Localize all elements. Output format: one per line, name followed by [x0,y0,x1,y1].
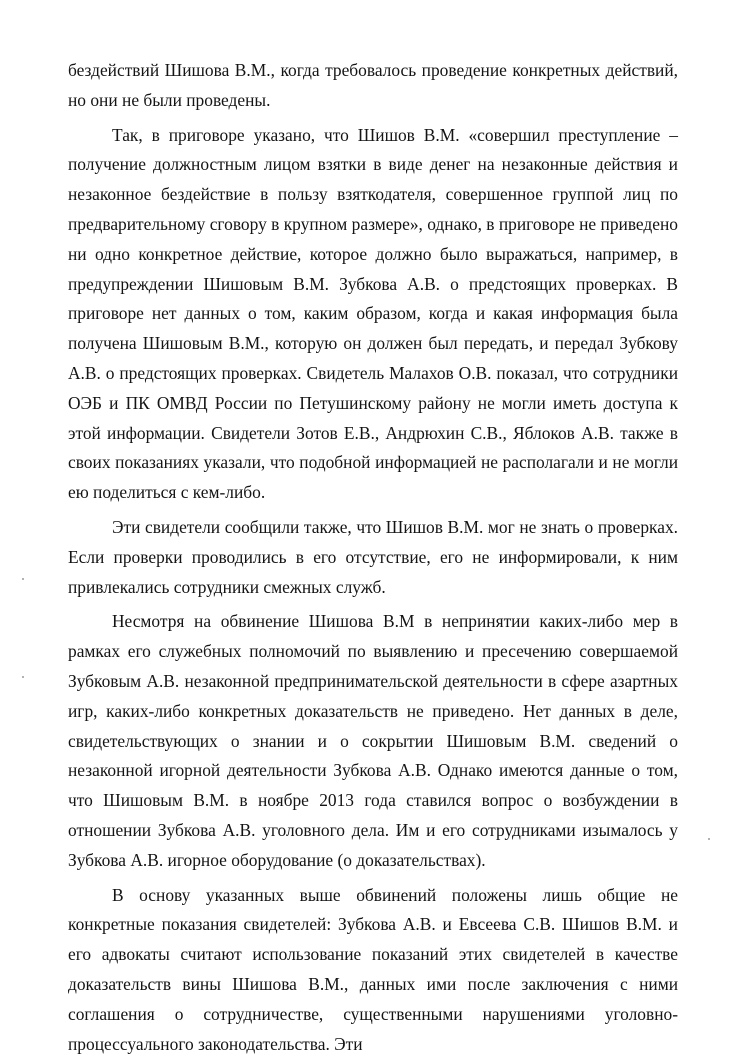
paragraph-3: Эти свидетели сообщили также, что Шишов В.М. мог не знать о проверках. Если проверки проводились в его отсутствие, его не информировали, к ним привлекались сотрудники смежных служб. [68,516,678,597]
paragraph-5: В основу указанных выше обвинений положены лишь общие не конкретные показания свидетелей: Зубкова А.В. и Евсеева С.В. Шишов В.М. и его адвокаты считают использование показаний этих свидетелей в качестве доказательств вины Шишова В.М., данных ими после заключения с ними соглашения о сотрудничестве, существенными нарушениями уголовно-процессуального законодательства. Эти [68,884,678,1054]
scan-speck [22,676,24,678]
paragraph-2: Так, в приговоре указано, что Шишов В.М. «совершил преступление – получение должностным лицом взятки в виде денег на незаконные действия и незаконное бездействие в пользу взяткодателя, совершенное группой лиц по предварительному сговору в крупном размере», однако, в приговоре не приведено ни одно конкретное действие, которое должно было выражаться, например, в предупреждении Шишовым В.М. Зубкова А.В. о предстоящих проверках. В приговоре нет данных о том, каким образом, когда и какая информация была получена Шишовым В.М., которую он должен был передать, и передал Зубкову А.В. о предстоящих проверках. Свидетель Малахов О.В. показал, что сотрудники ОЭБ и ПК ОМВД России по Петушинскому району не могли иметь доступа к этой информации. Свидетели Зотов Е.В., Андрюхин С.В., Яблоков А.В. также в своих показаниях указали, что подобной информацией не располагали и не могли ею поделиться с кем-либо. [68,124,678,503]
document-body [68,56,678,1064]
scan-speck [708,838,710,840]
paragraph-1: бездействий Шишова В.М., когда требовалось проведение конкретных действий, но они не были проведены. [68,60,678,110]
paragraph-4: Несмотря на обвинение Шишова В.М в непринятии каких-либо мер в рамках его служебных полномочий по выявлению и пресечению совершаемой Зубковым А.В. незаконной предпринимательской деятельности в сфере азартных игр, каких-либо конкретных доказательств не приведено. Нет данных в деле, свидетельствующих о знании и о сокрытии Шишовым В.М. сведений о незаконной игорной деятельности Зубкова А.В. Однако имеются данные о том, что Шишовым В.М. в ноябре 2013 года ставился вопрос о возбуждении в отношении Зубкова А.В. уголовного дела. Им и его сотрудниками изымалось у Зубкова А.В. игорное оборудование (о доказательствах). [68,611,678,870]
scan-speck [22,578,24,580]
